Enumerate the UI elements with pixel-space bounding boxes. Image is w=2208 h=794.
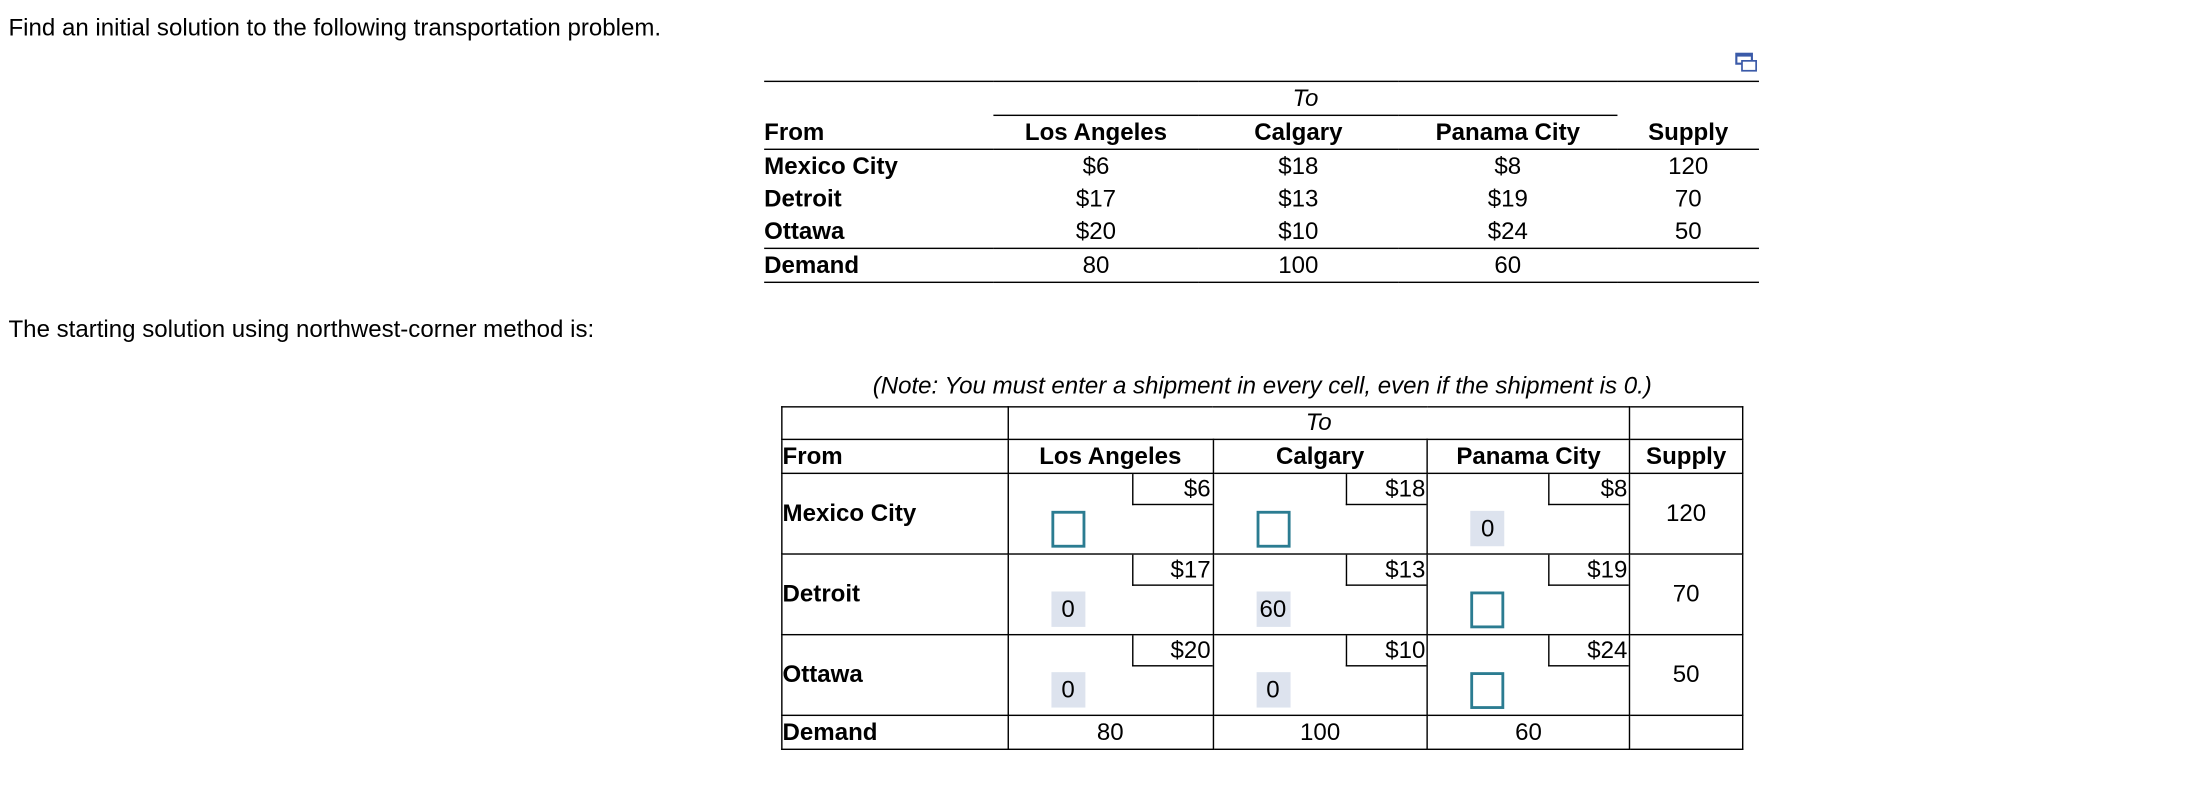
- supply-header: Supply: [1630, 439, 1743, 473]
- shipment-input[interactable]: [1471, 592, 1505, 629]
- cost-cell: $20: [1075, 217, 1117, 245]
- shipment-input[interactable]: [1471, 672, 1505, 709]
- demand-row: [764, 248, 1759, 282]
- table-row: [782, 473, 1743, 554]
- demand-value: 100: [1199, 248, 1399, 282]
- source-detroit: Detroit: [764, 185, 842, 213]
- from-label: From: [764, 115, 993, 149]
- shipment-value: 0: [1471, 511, 1505, 546]
- shipment-value: 0: [1051, 672, 1085, 707]
- table-row: [782, 554, 1743, 635]
- demand-value: 60: [1398, 248, 1617, 282]
- shipment-value: 60: [1256, 592, 1290, 627]
- source-mexico-city: Mexico City: [764, 152, 898, 180]
- dest-header-los-angeles: Los Angeles: [993, 115, 1198, 149]
- source-mexico-city: Mexico City: [782, 473, 1008, 554]
- supply-value: 70: [1630, 554, 1743, 635]
- demand-value: 80: [1008, 715, 1213, 749]
- cost-label: $10: [1346, 635, 1427, 666]
- table-row: [764, 183, 1759, 216]
- cost-label: $19: [1548, 555, 1629, 586]
- cost-label: $20: [1131, 635, 1212, 666]
- cost-label: $17: [1131, 555, 1212, 586]
- dest-header-calgary: Calgary: [1199, 115, 1399, 149]
- source-detroit: Detroit: [782, 554, 1008, 635]
- shipment-input[interactable]: [1256, 511, 1290, 548]
- demand-row: [782, 715, 1743, 749]
- answer-grid: [781, 406, 1743, 750]
- table-row: [782, 635, 1743, 716]
- demand-label: Demand: [782, 715, 1008, 749]
- cost-cell: $24: [1487, 217, 1528, 245]
- cost-cell: $13: [1278, 185, 1319, 213]
- cost-label: $24: [1548, 635, 1629, 666]
- starting-solution-text: The starting solution using northwest-corner method is:: [8, 315, 595, 343]
- to-label: To: [1008, 407, 1630, 440]
- table-row: [764, 149, 1759, 182]
- cost-cell: $19: [1487, 185, 1528, 213]
- table-row: [764, 215, 1759, 248]
- demand-label: Demand: [764, 248, 993, 282]
- supply-value: 50: [1630, 635, 1743, 716]
- from-label: From: [782, 439, 1008, 473]
- cost-label: $13: [1346, 555, 1427, 586]
- demand-value: 80: [993, 248, 1198, 282]
- shipment-note: (Note: You must enter a shipment in every cell, even if the shipment is 0.): [872, 372, 1652, 400]
- dest-header-panama-city: Panama City: [1398, 115, 1617, 149]
- cost-label: $8: [1548, 474, 1629, 505]
- popout-icon[interactable]: [1735, 52, 1758, 72]
- cost-cell: $6: [1082, 152, 1110, 180]
- cost-cell: $8: [1494, 152, 1522, 180]
- dest-header-los-angeles: Los Angeles: [1008, 439, 1213, 473]
- shipment-value: 0: [1051, 592, 1085, 627]
- demand-value: 100: [1213, 715, 1428, 749]
- problem-prompt: Find an initial solution to the following transportation problem.: [8, 14, 662, 42]
- cost-label: $6: [1131, 474, 1212, 505]
- demand-value: 60: [1428, 715, 1630, 749]
- cost-cell: $10: [1278, 217, 1319, 245]
- cost-label: $18: [1346, 474, 1427, 505]
- supply-value: 50: [1674, 217, 1702, 245]
- supply-value: 70: [1674, 185, 1702, 213]
- to-label: To: [993, 81, 1617, 115]
- shipment-value: 0: [1256, 672, 1290, 707]
- supply-value: 120: [1668, 152, 1709, 180]
- supply-header: Supply: [1617, 115, 1759, 149]
- source-ottawa: Ottawa: [764, 217, 845, 245]
- source-ottawa: Ottawa: [782, 635, 1008, 716]
- cost-cell: $17: [1075, 185, 1117, 213]
- cost-cell: $18: [1278, 152, 1319, 180]
- cost-table: [764, 81, 1759, 283]
- dest-header-panama-city: Panama City: [1428, 439, 1630, 473]
- supply-value: 120: [1630, 473, 1743, 554]
- shipment-input[interactable]: [1051, 511, 1085, 548]
- dest-header-calgary: Calgary: [1213, 439, 1428, 473]
